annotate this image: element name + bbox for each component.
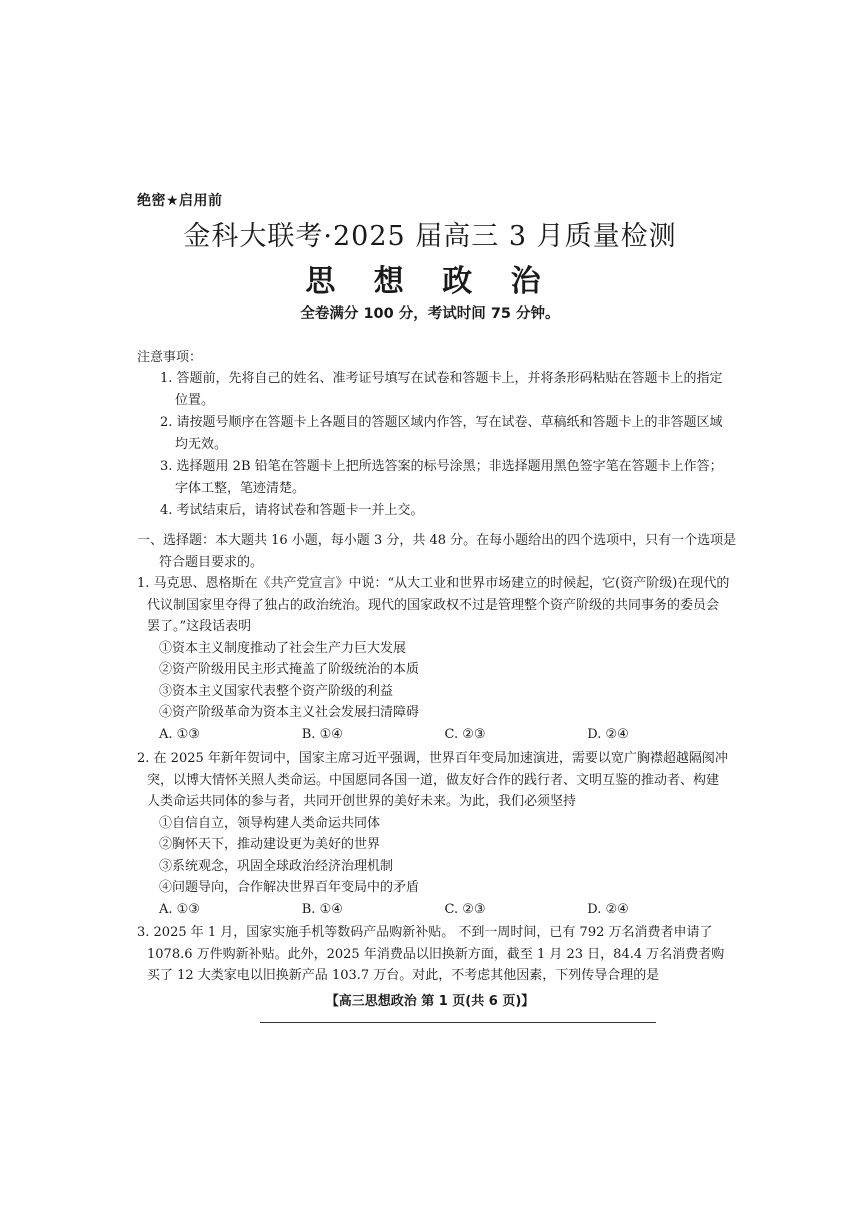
section-heading: 一、选择题：本大题共 16 小题，每小题 3 分，共 48 分。在每小题给出的四个选项中，只有一个选项是符合题目要求的。 — [137, 533, 737, 570]
question-1 — [137, 573, 730, 745]
question-stem: 3. 2025 年 1 月，国家实施手机等数码产品购新补贴。 不到一周时间，已有 792 万名消费者申请了 1078.6 万件购新补贴。此外，2025 年消费品以旧换新方面，截至 1 月 23 日，84.4 万名消费者购买了 12 大类家电以旧换新产品 103.7 万台。对此，不考虑其他因素，下列传导合理的是 — [137, 925, 725, 983]
answer-choice-a: A. ①③ — [159, 726, 200, 742]
answer-choice-a: A. ①③ — [159, 901, 200, 917]
question-3 — [137, 922, 730, 987]
statement-option: ②胸怀天下，推动建设更为美好的世界 — [159, 837, 381, 852]
question-stem: 1. 马克思、恩格斯在《共产党宣言》中说：“从大工业和世界市场建立的时候起，它(资产阶级)在现代的代议制国家里夺得了独占的政治统治。现代的国家政权不过是管理整个资产阶级的共同事务的委员会罢了。”这段话表明 — [137, 576, 730, 634]
answer-choices — [137, 724, 730, 746]
footer-divider — [260, 1022, 656, 1023]
answer-choices — [137, 899, 730, 921]
notice-item: 3. 选择题用 2B 铅笔在答题卡上把所选答案的标号涂黑；非选择题用黑色签字笔在答题卡上作答；字体工整，笔迹清楚。 — [160, 459, 723, 496]
answer-choice-d: D. ②④ — [587, 901, 629, 917]
answer-choice-c: C. ②③ — [444, 726, 486, 742]
answer-choice-d: D. ②④ — [587, 726, 629, 742]
statement-option: ①自信自立，领导构建人类命运共同体 — [159, 815, 381, 831]
exam-title: 金科大联考·2025 届高三 3 月质量检测 — [183, 221, 677, 252]
notice-heading: 注意事项： — [137, 350, 203, 365]
notice-item: 2. 请按题号顺序在答题卡上各题目的答题区域内作答，写在试卷、草稿纸和答题卡上的非答题区域均无效。 — [160, 415, 723, 452]
score-time-line: 全卷满分 100 分，考试时间 75 分钟。 — [300, 306, 560, 322]
question-2 — [137, 748, 730, 920]
statement-option: ④资产阶级革命为资本主义社会发展扫清障碍 — [159, 705, 420, 720]
statement-option: ④问题导向，合作解决世界百年变局中的矛盾 — [159, 880, 420, 895]
notice-item: 1. 答题前，先将自己的姓名、准考证号填写在试卷和答题卡上，并将条形码粘贴在答题卡上的指定位置。 — [160, 371, 723, 408]
secret-mark: 绝密★启用前 — [137, 193, 223, 209]
statement-option: ①资本主义制度推动了社会生产力巨大发展 — [159, 640, 407, 656]
statement-option: ③资本主义国家代表整个资产阶级的利益 — [159, 683, 394, 699]
answer-choice-b: B. ①④ — [301, 726, 343, 742]
question-stem: 2. 在 2025 年新年贺词中，国家主席习近平强调，世界百年变局加速演进，需要以宽广胸襟超越隔阂冲突，以博大情怀关照人类命运。中国愿同各国一道，做友好合作的践行者、文明互鉴的推动者、构建人类命运共同体的参与者，共同开创世界的美好未来。为此，我们必须坚持 — [137, 751, 728, 809]
answer-choice-b: B. ①④ — [301, 901, 343, 917]
statement-option: ③系统观念，巩固全球政治经济治理机制 — [159, 858, 394, 874]
answer-choice-c: C. ②③ — [444, 901, 486, 917]
notice-list — [160, 368, 730, 523]
page-footer: 【高三思想政治 第 1 页(共 6 页)】 — [325, 994, 535, 1009]
notice-item: 4. 考试结束后，请将试卷和答题卡一并上交。 — [160, 503, 424, 518]
statement-option: ②资产阶级用民主形式掩盖了阶级统治的本质 — [159, 662, 420, 677]
subject-title: 思 想 政 治 — [305, 264, 555, 299]
